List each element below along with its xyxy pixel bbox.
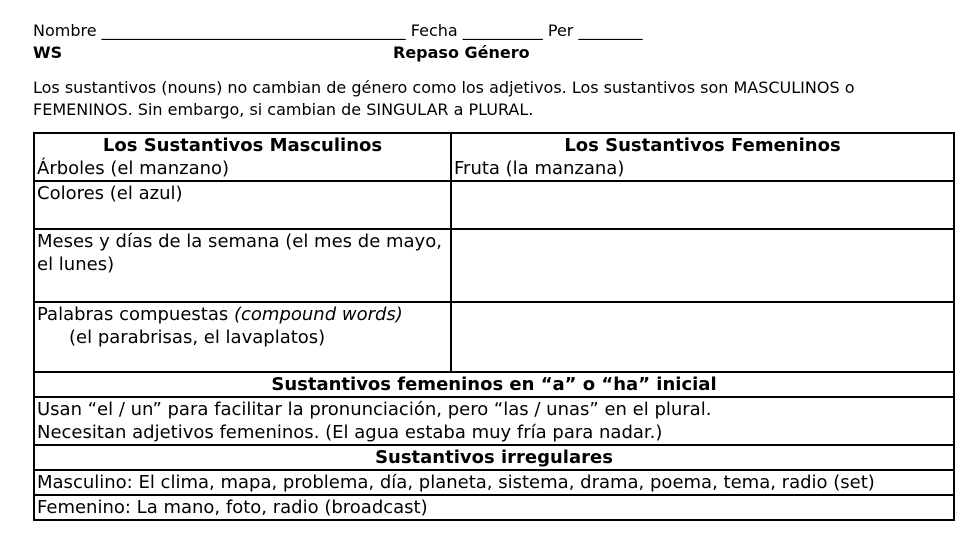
fem-answer-cell[interactable] [451,229,954,302]
compound-label: Palabras compuestas [37,304,234,325]
per-label: Per [547,21,574,40]
fem-answer-cell[interactable] [451,181,954,229]
masc-item: Colores (el azul) [37,183,183,204]
masc-item-line: el lunes) [37,254,115,275]
table-row [34,372,954,397]
masc-item: Árboles (el manzano) [37,158,230,179]
intro-line-1: Los sustantivos (nouns) no cambian de género como los adjetivos. Los sustantivos son MASCULINOS o [33,78,855,97]
fem-initial-line-1: Usan “el / un” para facilitar la pronunciación, pero “las / unas” en el plural. [37,399,712,420]
intro-paragraph [33,77,933,121]
masc-item-line: Meses y días de la semana (el mes de mayo, [37,231,442,252]
table-row [34,470,954,495]
table-row [34,229,954,302]
intro-line-2: FEMENINOS. Sin embargo, si cambian de SINGULAR a PLURAL. [33,100,534,119]
table-row [34,133,954,181]
irregular-masc: Masculino: El clima, mapa, problema, día, planeta, sistema, drama, poema, tema, radio (set) [34,470,954,495]
masc-header: Los Sustantivos Masculinos [102,135,383,156]
table-row [34,181,954,229]
compound-examples: (el parabrisas, el lavaplatos) [69,327,326,348]
fem-header: Los Sustantivos Femeninos [564,135,841,156]
fem-initial-header: Sustantivos femeninos en “a” o “ha” inicial [34,372,954,397]
table-row [34,495,954,520]
masc-cell-4 [34,302,451,372]
fecha-blank[interactable]: __________ [462,21,543,40]
irregular-header: Sustantivos irregulares [34,445,954,470]
compound-english: (compound words) [233,304,403,325]
nombre-blank[interactable]: ______________________________________ [101,21,406,40]
fem-answer-cell[interactable] [451,302,954,372]
fem-initial-body [34,397,954,445]
irregular-fem: Femenino: La mano, foto, radio (broadcast) [34,495,954,520]
gender-table [33,132,955,521]
fem-item: Fruta (la manzana) [454,158,625,179]
masc-item-line [37,303,448,326]
masc-cell-2 [34,181,451,229]
masc-cell-1 [34,133,451,181]
ws-label: WS [33,43,63,62]
masc-cell-3 [34,229,451,302]
table-row [34,302,954,372]
table-row [34,445,954,470]
fecha-label: Fecha [410,21,458,40]
table-row [34,397,954,445]
fem-initial-line-2: Necesitan adjetivos femeninos. (El agua estaba muy fría para nadar.) [37,422,663,443]
nombre-label: Nombre [33,21,97,40]
per-blank[interactable]: ________ [578,21,643,40]
page-title: Repaso Género [393,43,530,62]
name-line [33,22,642,40]
fem-cell-1[interactable] [451,133,954,181]
